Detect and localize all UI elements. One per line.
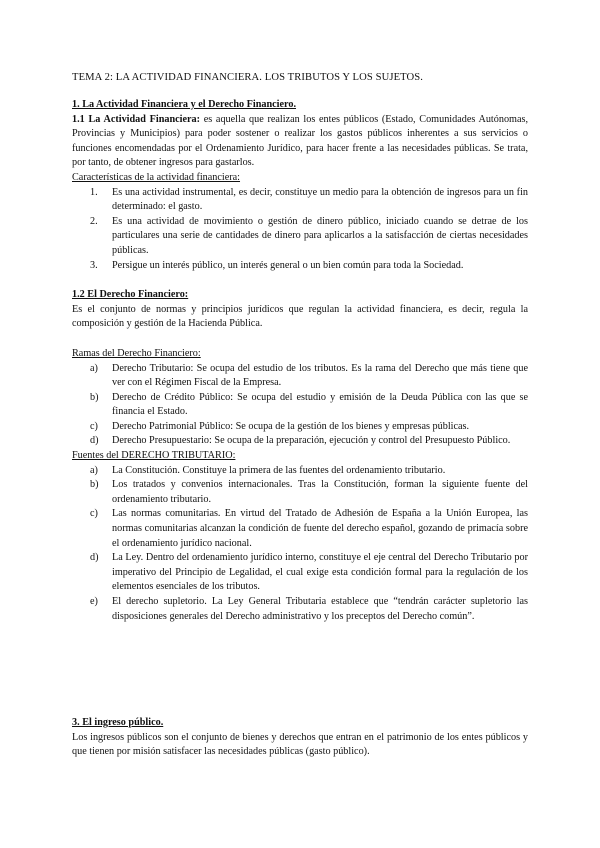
list-item bbox=[72, 464, 528, 479]
section12-text: Es el conjunto de normas y principios jurídicos que regulan la actividad financiera, es decir, regula la composición y gestión de la Hacienda Pública. bbox=[72, 303, 528, 330]
list-item-text: Es una actividad de movimiento o gestión de dinero público, iniciado cuando se detrae de los particulares una serie de cantidades de dinero para aplicarlos a la satisfacción de ciertas necesidades públicas. bbox=[112, 215, 528, 256]
section3-text: Los ingresos públicos son el conjunto de bienes y derechos que entran en el patrimonio de los entes públicos y que tienen por misión satisfacer las necesidades públicas (gasto público). bbox=[72, 731, 528, 758]
list-item-text: Derecho Presupuestario: Se ocupa de la preparación, ejecución y control del Presupuesto Público. bbox=[112, 435, 511, 447]
list-item bbox=[72, 595, 528, 624]
list-item bbox=[72, 478, 528, 507]
list-marker: e) bbox=[90, 596, 98, 607]
section11-paragraph bbox=[72, 113, 528, 171]
list-item-text: La Ley. Dentro del ordenamiento jurídico interno, constituye el eje central del Derecho Tributario por imperativo del Principio de Legalidad, el cual exige esta condición formal para la regulación de los elementos esenciales de los tributos. bbox=[112, 552, 528, 593]
document-title: TEMA 2: LA ACTIVIDAD FINANCIERA. LOS TRIBUTOS Y LOS SUJETOS. bbox=[72, 72, 424, 83]
list-item-text: Derecho Tributario: Se ocupa del estudio de los tributos. Es la rama del Derecho que más tiene que ver con el Régimen Fiscal de la Empresa. bbox=[112, 362, 528, 389]
list-marker: 2. bbox=[90, 215, 98, 227]
list-marker: 1. bbox=[90, 186, 98, 198]
list-item bbox=[72, 420, 528, 435]
list-marker: a) bbox=[90, 362, 98, 374]
list-marker: b) bbox=[90, 391, 99, 403]
list-item-text: Derecho Patrimonial Público: Se ocupa de la gestión de los bienes y empresas públicas. bbox=[112, 420, 470, 432]
list-marker: 3. bbox=[90, 259, 98, 271]
list-item bbox=[72, 391, 528, 420]
list-item-text: Las normas comunitarias. En virtud del Tratado de Adhesión de España a la Unión Europea, las normas comunitarias alcanzan la condición de fuente del derecho español, gozando de primacía sobre el ordenamiento jurídico nacional. bbox=[112, 508, 528, 549]
fuentes-label: Fuentes del DERECHO TRIBUTARIO: bbox=[72, 450, 236, 462]
fuentes-list bbox=[72, 464, 528, 625]
list-item bbox=[72, 551, 528, 595]
list-marker: c) bbox=[90, 508, 98, 520]
list-marker: a) bbox=[90, 464, 98, 476]
list-item bbox=[72, 362, 528, 391]
list-marker: c) bbox=[90, 420, 98, 432]
list-item-text: Persigue un interés público, un interés general o un bien común para toda la Sociedad. bbox=[112, 259, 464, 271]
ramas-label: Ramas del Derecho Financiero: bbox=[72, 347, 201, 359]
section11-heading: 1.1 La Actividad Financiera: bbox=[72, 113, 201, 125]
list-marker: d) bbox=[90, 552, 99, 564]
section11-text: es aquella que realizan los entes públicos (Estado, Comunidades Autónomas, Provincias y Municipios) para poder sostener o realizar los gastos públicos inherentes a sus servicios o funciones encomendadas por el Ordenamiento Jurídico, para hacer frente a las necesidades públicas. Se trata, por tanto, de obtener ingresos para gastarlos. bbox=[72, 113, 528, 169]
list-item-text: El derecho supletorio. La Ley General Tributaria establece que “tendrán carácter supletorio las disposiciones generales del Derecho administrativo y los preceptos del Derecho común”. bbox=[112, 596, 528, 622]
list-item-text: Es una actividad instrumental, es decir, constituye un medio para la obtención de ingresos para un fin determinado: el gasto. bbox=[112, 186, 528, 213]
list-item-text: La Constitución. Constituye la primera de las fuentes del ordenamiento tributario. bbox=[112, 464, 446, 476]
list-marker: b) bbox=[90, 479, 99, 491]
section1-heading: 1. La Actividad Financiera y el Derecho Financiero. bbox=[72, 99, 297, 110]
section3 bbox=[72, 716, 528, 760]
list-item-text: Los tratados y convenios internacionales. Tras la Constitución, forman la siguiente fuente del ordenamiento tributario. bbox=[112, 479, 528, 505]
main-content bbox=[72, 98, 528, 624]
section3-heading: 3. El ingreso público. bbox=[72, 717, 164, 728]
list-item bbox=[72, 186, 528, 215]
list-item-text: Derecho de Crédito Público: Se ocupa del estudio y emisión de la Deuda Pública con las que se financia el Estado. bbox=[112, 391, 528, 418]
list-marker: d) bbox=[90, 435, 99, 447]
list-item bbox=[72, 215, 528, 259]
caracteristicas-list bbox=[72, 186, 528, 274]
section12-heading: 1.2 El Derecho Financiero: bbox=[72, 289, 189, 301]
ramas-list bbox=[72, 362, 528, 450]
caracteristicas-label: Características de la actividad financiera: bbox=[72, 171, 241, 183]
list-item bbox=[72, 507, 528, 551]
list-item bbox=[72, 434, 528, 449]
list-item bbox=[72, 259, 528, 274]
